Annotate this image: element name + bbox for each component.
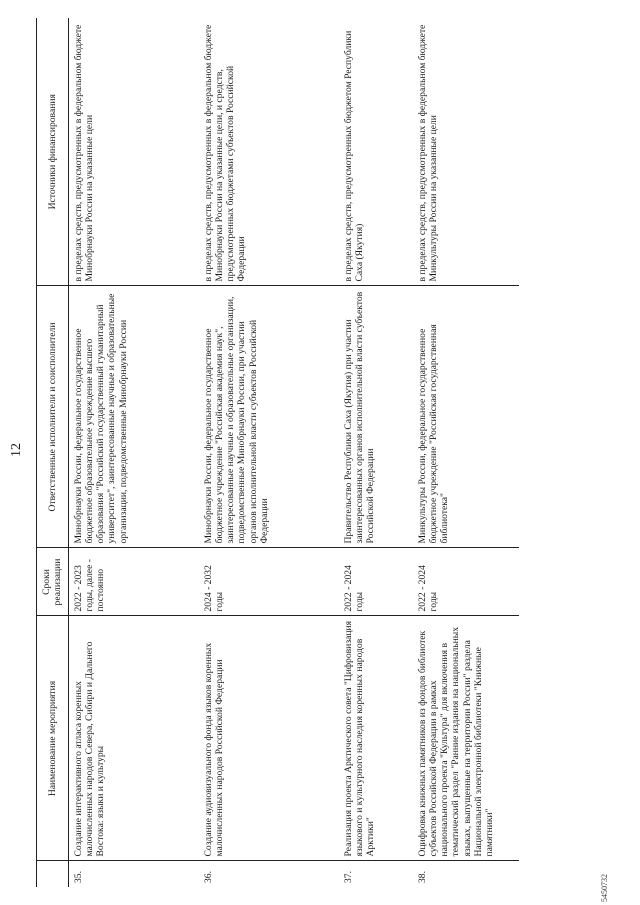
funding-sources: в пределах средств, предусмотренных бюджетом Республики Саха (Якутия) <box>339 18 413 286</box>
implementation-term: 2022 - 2024 годы <box>413 548 519 616</box>
funding-sources: в пределах средств, предусмотренных в федеральном бюджете Минобрнауки России на указанные цели, и средств, предусмотренных бюджетами субъектов Российской Федерации <box>199 18 339 286</box>
table-row <box>339 18 413 887</box>
executors: Правительство Республики Саха (Якутия) при участии заинтересованных органов исполнительной власти субъектов Российской Федерации <box>339 286 413 548</box>
measure-name: Создание интерактивного атласа коренных малочисленных народов Севера, Сибири и Дальнего Востока: языки и культуры <box>68 616 199 861</box>
table-row <box>199 18 339 887</box>
row-number: 36. <box>202 871 214 883</box>
executors: Минобрнауки России, федеральное государственное бюджетное образовательное учреждение высшего образования "Российский государственный гуманитарный университет", заинтересованные научные и образовательные организации, подведомственные Минобрнауки России <box>68 286 199 548</box>
header-term: Сроки реализации <box>37 548 69 616</box>
implementation-term: 2024 - 2032 годы <box>199 548 339 616</box>
implementation-term: 2022 - 2023 годы, далее - постоянно <box>68 548 199 616</box>
funding-sources: в пределах средств, предусмотренных в федеральном бюджете Минкультуры России на указанные цели <box>413 18 519 286</box>
header-num <box>37 861 69 887</box>
row-number: 35. <box>72 871 84 883</box>
executors: Минобрнауки России, федеральное государственное бюджетное учреждение "Российская академия наук", заинтересованные научные и образовательные организации, подведомственные Минобрнауки России, при участии органов исполнительной власти субъектов Российской Федерации <box>199 286 339 548</box>
measure-name: Создание аудиовизуального фонда языков коренных малочисленных народов Российской Федерации <box>199 616 339 861</box>
measure-name: Оцифровка книжных памятников из фондов библиотек субъектов Российской Федерации в рамках национального проекта "Культура" для включения в тематический раздел "Ранние издания на национальных языках, выпущенные на территории России" раздела Национальной электронной библиотеки "Книжные памятники" <box>413 616 519 861</box>
header-name: Наименование мероприятия <box>37 616 69 861</box>
table-row <box>68 18 199 887</box>
implementation-term: 2022 - 2024 годы <box>339 548 413 616</box>
row-number: 38. <box>416 871 428 883</box>
executors: Минкультуры России, федеральное государственное бюджетное учреждение "Российская государственная библиотека" <box>413 286 519 548</box>
header-executors: Ответственные исполнители и соисполнители <box>37 286 69 548</box>
document-id: 5450732 <box>600 874 609 902</box>
table-header-row <box>37 18 69 887</box>
row-number: 37. <box>342 871 354 883</box>
table-row <box>413 18 519 887</box>
header-sources: Источники финансирования <box>37 18 69 286</box>
measure-name: Реализация проекта Арктического совета "Цифровизация языкового и культурного наследия коренных народов Арктики" <box>339 616 413 861</box>
funding-sources: в пределах средств, предусмотренных в федеральном бюджете Минобрнауки России на указанные цели <box>68 18 199 286</box>
measures-table <box>36 18 519 887</box>
page-number: 12 <box>9 443 24 457</box>
